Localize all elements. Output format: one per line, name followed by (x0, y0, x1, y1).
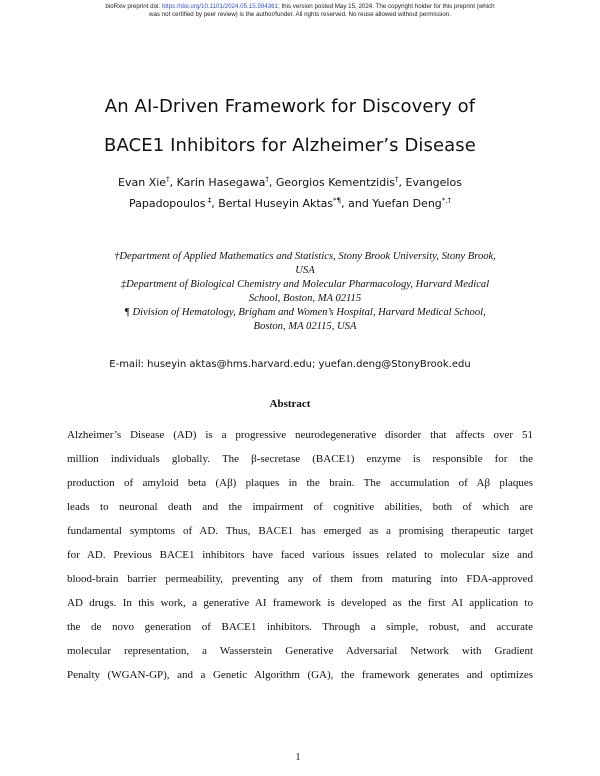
author-affil-mark: *,† (441, 196, 452, 205)
author-list-line1 (0, 176, 580, 189)
abstract-line: for AD. Previous BACE1 inhibitors have faced various issues related to molecular size and (67, 549, 533, 561)
abstract-line: molecular representation, a Wasserstein Generative Adversarial Network with Gradient (67, 645, 533, 657)
author-name: , Georgios Kementzidis (268, 176, 395, 189)
abstract-line: production of amyloid beta (Aβ) plaques in the brain. The accumulation of Aβ plaques (67, 477, 533, 489)
preprint-prefix: bioRxiv preprint doi: (105, 3, 162, 10)
author-name: , Bertal Huseyin Aktas (211, 197, 334, 210)
affiliation-3 (70, 306, 540, 334)
author-affil-mark: † (395, 175, 399, 184)
author-name: , and Yuefan Deng (341, 197, 442, 210)
preprint-notice-line1 (0, 3, 600, 11)
preprint-notice (0, 3, 600, 19)
abstract-line: fundamental symptoms of AD. Thus, BACE1 has emerged as a promising therapeutic target (67, 525, 533, 537)
author-affil-mark: † (166, 175, 170, 184)
affiliation-2-line1: ‡Department of Biological Chemistry and Molecular Pharmacology, Harvard Medical (120, 279, 490, 290)
paper-title-line1: An AI-Driven Framework for Discovery of (104, 96, 476, 117)
abstract-line: Alzheimer’s Disease (AD) is a progressive neurodegenerative disorder that affects over 51 (67, 429, 533, 441)
affiliation-1-line1: †Department of Applied Mathematics and Statistics, Stony Brook University, Stony Brook, (114, 251, 496, 262)
affiliation-2-line2: School, Boston, MA 02115 (248, 293, 362, 304)
paper-title-line2: BACE1 Inhibitors for Alzheimer’s Disease (104, 135, 476, 156)
abstract-line: million individuals globally. The β-secretase (BACE1) enzyme is responsible for the (67, 453, 533, 465)
preprint-suffix: ; this version posted May 15, 2024. The copyright holder for this preprint (which (278, 3, 495, 10)
affiliation-3-line2: Boston, MA 02115, USA (253, 321, 357, 332)
affiliation-3-line1: ¶ Division of Hematology, Brigham and Women’s Hospital, Harvard Medical School, (124, 307, 486, 318)
affiliation-1-line2: USA (295, 265, 315, 276)
abstract-line: the de novo generation of BACE1 inhibitors. Through a simple, robust, and accurate (67, 621, 533, 633)
author-affil-mark: *¶ (333, 196, 342, 205)
author-affil-mark: ‡ (205, 196, 212, 205)
contact-email: E-mail: huseyin aktas@hms.harvard.edu; yuefan.deng@StonyBrook.edu (109, 359, 471, 370)
abstract-line: leads to neuronal death and the impairment of cognitive abilities, both of which are (67, 501, 533, 513)
page-number: 1 (295, 752, 301, 763)
author-name: , Evangelos (398, 176, 462, 189)
abstract-line: AD drugs. In this work, a generative AI framework is developed as the first AI application to (67, 597, 533, 609)
author-name: Evan Xie (118, 176, 167, 189)
abstract-line: blood-brain barrier permeability, preventing any of them from maturing into FDA-approved (67, 573, 533, 585)
author-affil-mark: † (265, 175, 269, 184)
affiliation-2 (70, 278, 540, 306)
affiliation-1 (70, 250, 540, 278)
author-list-line2 (0, 197, 580, 210)
doi-link[interactable]: https://doi.org/10.1101/2024.05.15.594361 (161, 3, 278, 10)
abstract-heading: Abstract (269, 398, 311, 410)
preprint-notice-line2: was not certified by peer review) is the author/funder. All rights reserved. No reuse allowed without permission. (149, 11, 451, 18)
author-name: , Karin Hasegawa (169, 176, 266, 189)
author-name: Papadopoulos (128, 197, 206, 210)
abstract-line: Penalty (WGAN-GP), and a Genetic Algorithm (GA), the framework generates and optimizes (67, 669, 533, 681)
